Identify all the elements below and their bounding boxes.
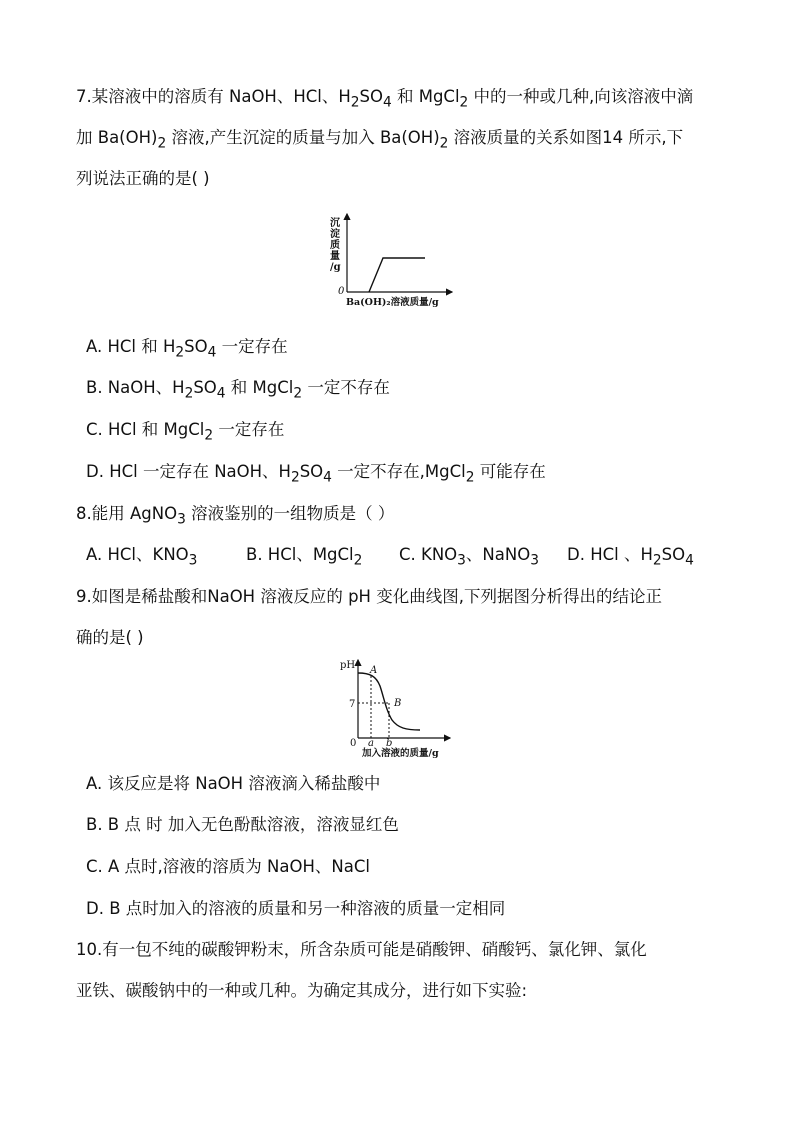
q7-y-label-1: 沉 [330, 218, 340, 229]
q9-x-label: 加入溶液的质量/g [362, 748, 439, 759]
q8-option-d[interactable]: D. HCl 、$H_2SO_4$ [567, 545, 694, 569]
q9-point-a-label: A [370, 665, 378, 676]
q7-option-d[interactable]: D. HCl 一定存在 NaOH、$H_2SO_4$ 一定不存在,MgCl$_2$ 可能存在 [86, 462, 546, 486]
q9-y-label: pH [340, 660, 356, 671]
q10-stem-line-2: 亚铁、碳酸钠中的一种或几种。为确定其成分，进行如下实验: [76, 981, 528, 1000]
q9-origin: 0 [350, 738, 357, 749]
q9-ph-curve [358, 673, 420, 730]
q9-stem-line-2: 确的是( ) [76, 628, 144, 647]
q7-y-label-5: /g [330, 262, 341, 273]
q9-option-b[interactable]: B. B 点 时 加入无色酚酞溶液，溶液显红色 [86, 815, 399, 834]
q8-stem: 8.能用 AgNO$_3$ 溶液鉴别的一组物质是（ ） [76, 504, 395, 528]
q7-precipitate-curve [369, 258, 425, 292]
q7-option-c[interactable]: C. HCl 和 MgCl$_2$ 一定存在 [86, 420, 285, 444]
q10-stem-line-1: 10.有一包不纯的碳酸钾粉末，所含杂质可能是硝酸钾、硝酸钙、氯化钾、氯化 [76, 940, 647, 959]
q7-stem-line-2: 加 $Ba(OH)_2$ 溶液,产生沉淀的质量与加入 $Ba(OH)_2$ 溶液质量的关系如图14 所示,下 [76, 128, 684, 152]
q7-precipitate-graph [320, 208, 460, 310]
q7-origin: 0 [338, 286, 345, 297]
q7-y-label-2: 淀 [330, 229, 340, 240]
q7-stem-line-1: 7.某溶液中的溶质有 NaOH、HCl、$H_2SO_4$ 和 MgCl$_2$ 中的一种或几种,向该溶液中滴 [76, 87, 694, 111]
q7-y-label-4: 量 [330, 251, 340, 262]
q7-option-b[interactable]: B. NaOH、$H_2SO_4$ 和 MgCl$_2$ 一定不存在 [86, 378, 390, 402]
q9-ph-graph [336, 656, 462, 760]
q7-stem-line-3: 列说法正确的是( ) [76, 169, 210, 188]
q9-x-tick-a: a [368, 738, 374, 749]
q9-option-d[interactable]: D. B 点时加入的溶液的质量和另一种溶液的质量一定相同 [86, 899, 506, 918]
q9-point-b-label: B [394, 698, 402, 709]
q9-option-a[interactable]: A. 该反应是将 NaOH 溶液滴入稀盐酸中 [86, 774, 381, 793]
q9-option-c[interactable]: C. A 点时,溶液的溶质为 NaOH、NaCl [86, 857, 370, 876]
q9-stem-line-1: 9.如图是稀盐酸和NaOH 溶液反应的 pH 变化曲线图,下列据图分析得出的结论正 [76, 587, 662, 606]
q8-option-c[interactable]: C. $KNO_3$、NaNO$_3$ [399, 545, 539, 569]
q9-x-tick-b: b [386, 738, 393, 749]
q8-option-b[interactable]: B. HCl、MgCl$_2$ [246, 545, 363, 569]
q8-option-a[interactable]: A. HCl、$KNO_3$ [86, 545, 198, 569]
q7-option-a[interactable]: A. HCl 和 $H_2SO_4$ 一定存在 [86, 337, 288, 361]
q7-x-label: Ba(OH)₂溶液质量/g [346, 297, 439, 308]
q7-y-label-3: 质 [330, 240, 340, 251]
q9-y-tick-7: 7 [349, 699, 356, 710]
